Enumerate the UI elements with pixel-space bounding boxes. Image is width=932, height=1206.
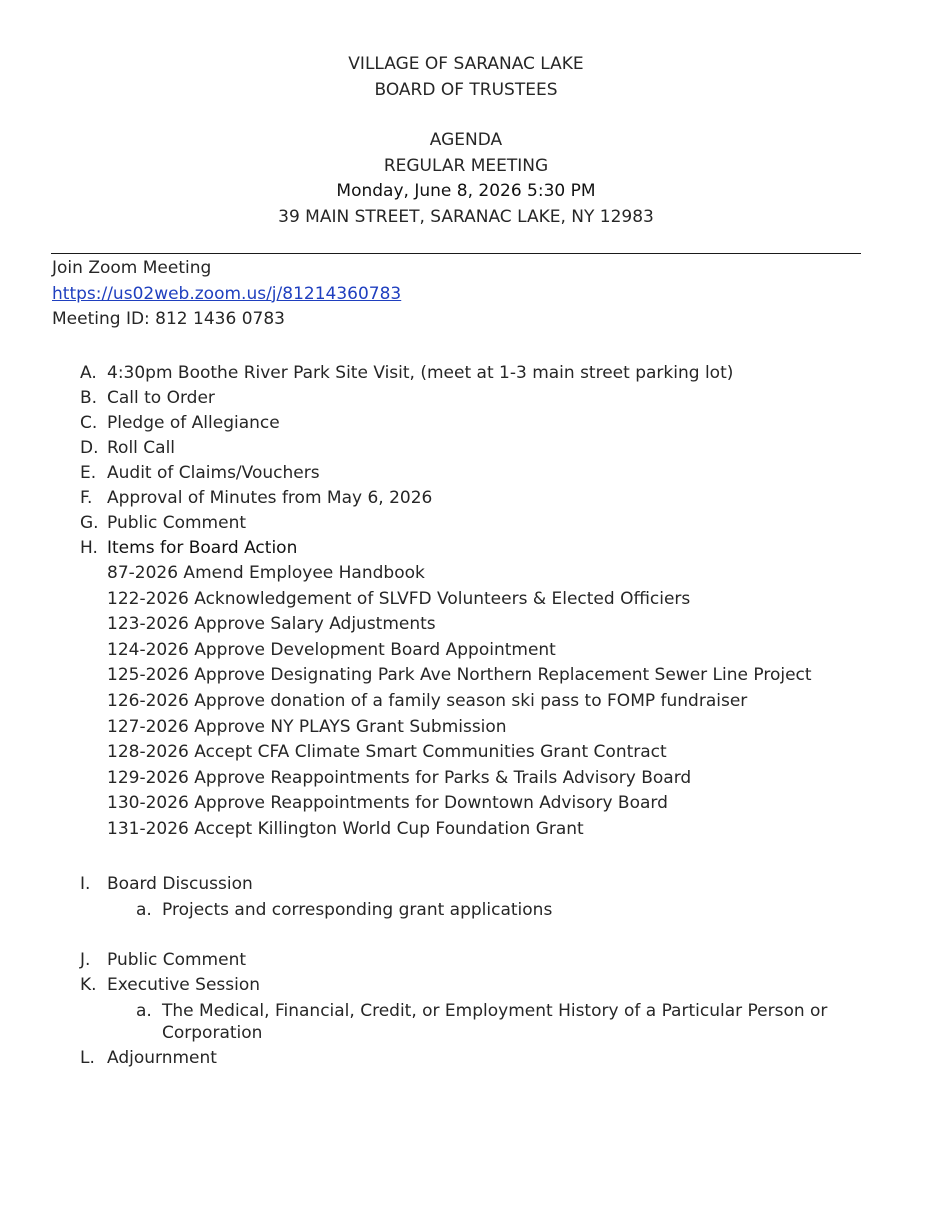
agenda-item-c (0, 411, 932, 436)
agenda-item-text: 4:30pm Boothe River Park Site Visit, (meet at 1-3 main street parking lot) (107, 363, 734, 383)
agenda-subitem-i-a (0, 897, 932, 923)
agenda-item-a (0, 361, 932, 386)
agenda-item-l (0, 1046, 932, 1071)
zoom-meeting-id: Meeting ID: 812 1436 0783 (52, 309, 285, 329)
agenda-item-letter: I. (80, 873, 91, 894)
village-name: VILLAGE OF SARANAC LAKE (348, 54, 584, 74)
agenda-title: AGENDA (429, 130, 503, 150)
board-action-item (0, 740, 932, 766)
board-action-item (0, 766, 932, 792)
agenda-item-text: Public Comment (107, 513, 247, 533)
agenda-item-i (0, 872, 932, 897)
agenda-item-text: Approval of Minutes from May 6, 2026 (107, 488, 433, 508)
agenda-item-letter: E. (80, 463, 97, 483)
board-action-item (0, 715, 932, 741)
agenda-subitem-text: The Medical, Financial, Credit, or Employment History of a Particular Person or Corporation (162, 1000, 828, 1043)
zoom-title: Join Zoom Meeting (52, 258, 212, 278)
board-action-text: 124-2026 Approve Development Board Appointment (107, 639, 556, 660)
agenda-item-letter: C. (80, 413, 98, 433)
board-action-text: 126-2026 Approve donation of a family season ski pass to FOMP fundraiser (107, 690, 748, 711)
board-action-item (0, 561, 932, 587)
meeting-type: REGULAR MEETING (383, 155, 549, 176)
board-action-list (0, 561, 932, 843)
board-action-text: 128-2026 Accept CFA Climate Smart Communities Grant Contract (107, 742, 667, 763)
agenda-item-e (0, 461, 932, 486)
board-action-item (0, 612, 932, 638)
agenda-item-letter: J. (80, 949, 91, 970)
board-action-text: 131-2026 Accept Killington World Cup Foundation Grant (107, 818, 584, 839)
header-gap (0, 103, 932, 128)
agenda-item-text: Audit of Claims/Vouchers (107, 463, 320, 483)
agenda-item-letter: F. (80, 488, 93, 508)
agenda-item-h (0, 536, 932, 561)
agenda-item-g (0, 511, 932, 536)
agenda-item-letter: G. (80, 513, 99, 533)
agenda-item-text: Executive Session (107, 974, 261, 995)
agenda-subitem-text: Projects and corresponding grant applications (162, 899, 553, 920)
board-action-text: 125-2026 Approve Designating Park Ave Northern Replacement Sewer Line Project (107, 665, 812, 686)
agenda-item-j (0, 948, 932, 973)
agenda-item-f (0, 486, 932, 511)
board-action-text: 123-2026 Approve Salary Adjustments (107, 614, 436, 635)
board-action-item (0, 663, 932, 689)
board-action-text: 87-2026 Amend Employee Handbook (107, 563, 425, 583)
header-divider (51, 253, 861, 254)
agenda-item-text: Board Discussion (107, 873, 253, 894)
agenda-item-text: Roll Call (107, 438, 176, 458)
board-action-text: 122-2026 Acknowledgement of SLVFD Volunteers & Elected Officiers (107, 588, 691, 609)
agenda-item-d (0, 436, 932, 461)
agenda-item-k (0, 973, 932, 998)
agenda-item-letter: L. (80, 1047, 95, 1068)
agenda-item-text: Call to Order (107, 388, 215, 408)
board-name: BOARD OF TRUSTEES (374, 79, 558, 100)
board-action-item (0, 689, 932, 715)
agenda-subitem-letter: a. (136, 1000, 152, 1021)
meeting-address: 39 MAIN STREET, SARANAC LAKE, NY 12983 (278, 206, 654, 227)
board-action-item (0, 791, 932, 817)
agenda-item-letter: A. (80, 363, 97, 383)
agenda-item-b (0, 386, 932, 411)
board-action-text: 130-2026 Approve Reappointments for Downtown Advisory Board (107, 793, 668, 814)
agenda-list (0, 361, 932, 1071)
meeting-date: Monday, June 8, 2026 5:30 PM (336, 181, 596, 201)
agenda-subitem-letter: a. (136, 899, 152, 920)
zoom-link[interactable]: https://us02web.zoom.us/j/81214360783 (52, 283, 402, 304)
spacer (0, 923, 932, 948)
board-action-item (0, 817, 932, 843)
board-action-text: 129-2026 Approve Reappointments for Parks & Trails Advisory Board (107, 767, 692, 788)
zoom-info (52, 256, 401, 333)
agenda-item-text: Adjournment (107, 1047, 217, 1068)
agenda-header (0, 52, 932, 230)
board-action-text: 127-2026 Approve NY PLAYS Grant Submission (107, 716, 507, 737)
agenda-item-letter: H. (80, 538, 98, 558)
agenda-subitem-k-a (0, 998, 932, 1046)
agenda-item-text: Items for Board Action (107, 538, 298, 558)
spacer (0, 843, 932, 872)
agenda-item-letter: D. (80, 438, 99, 458)
agenda-item-text: Pledge of Allegiance (107, 413, 280, 433)
board-action-item (0, 587, 932, 613)
agenda-item-letter: K. (80, 974, 97, 995)
agenda-item-text: Public Comment (107, 949, 247, 970)
board-action-item (0, 638, 932, 664)
agenda-item-letter: B. (80, 388, 98, 408)
